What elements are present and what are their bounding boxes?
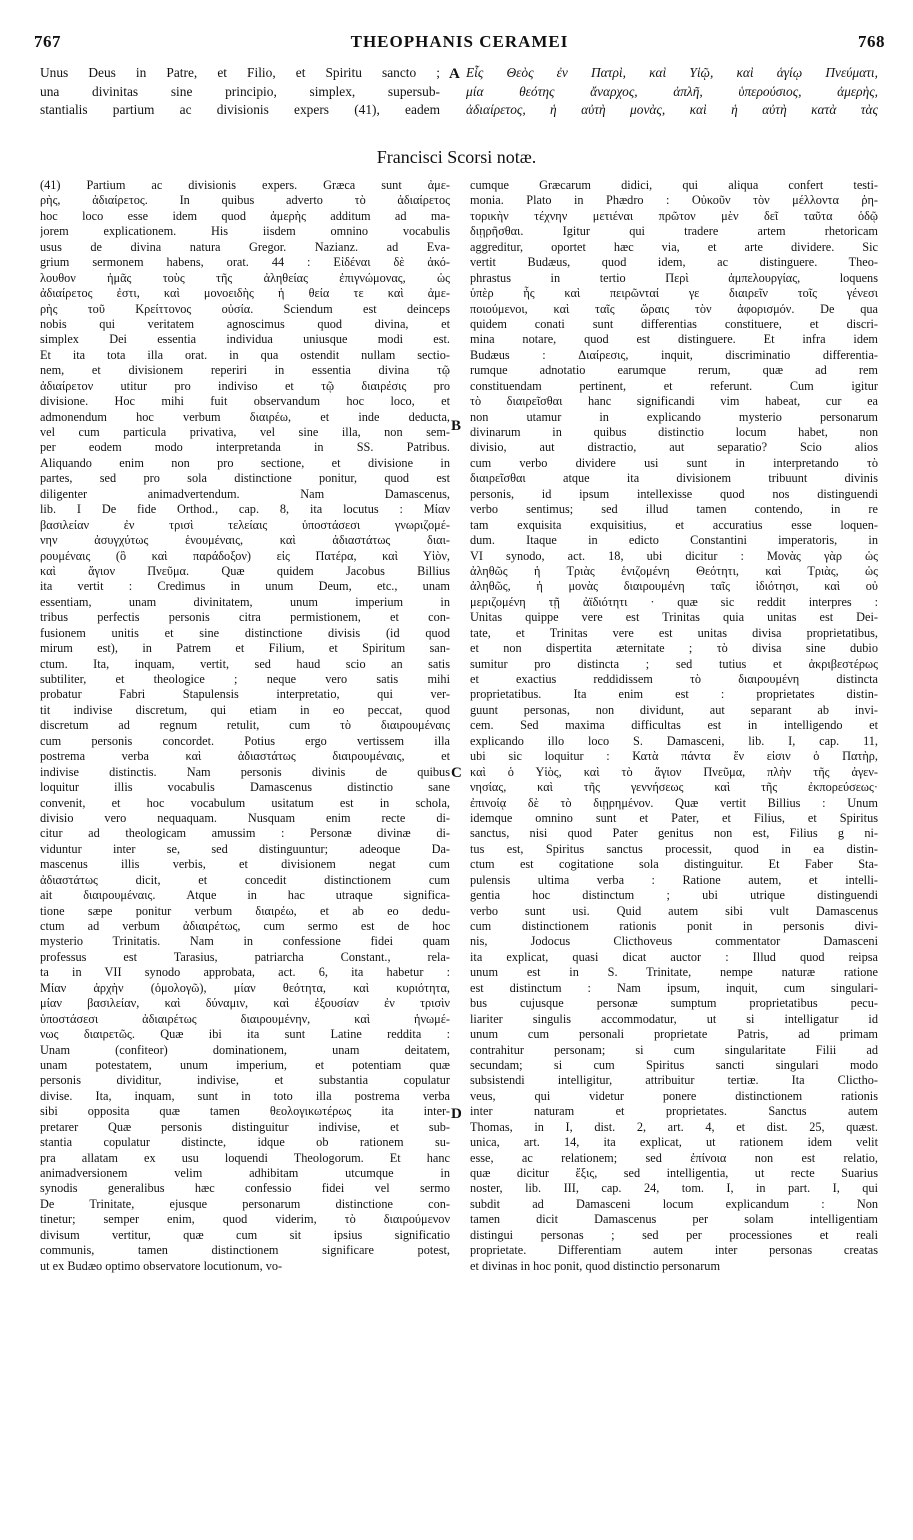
note-line: (41) Partium ac divisionis expers. Græca sunt ἀμε- [40,178,450,192]
note-line: tione sæpe ponitur verbum διαιρέω, et ab eo dedu- [40,903,450,918]
note-line: nobis qui veritatem agnoscimus quod divina, et [40,316,450,331]
note-line: λουθον ἡμᾶς τοὺς τῆς ἀληθείας ἐπιγνώμονας, ὡς [40,270,450,285]
note-line: τορικὴν τέχνην μετιέναι πρῶτον μὲν δεῖ ταῦτα ὁδῷ [470,208,878,223]
note-line: Et ita tota illa orat. in qua ostendit nullam sectio- [40,347,450,362]
note-line: subdit ad Damasceni locum explicandum : Non [470,1196,878,1211]
note-line: aggreditur, oportet hæc via, et arte dividere. Sic [470,239,878,254]
note-line: tamen dicit Damascenus per solam intelligentiam [470,1212,878,1227]
note-line: Unam (confiteor) dominationem, unam deitatem, [40,1042,450,1057]
note-line: τὸ διαιρεῖσθαι hanc significandi vim habeat, cur ea [470,394,878,409]
note-line: personis dividitur, indivise, et substantia copulatur [40,1073,450,1088]
note-line: esse, ac relationem; sed ἐπίνοια non est relatio, [470,1150,878,1165]
note-line: vertit Budæus, quod idem, ac distinguere. Theo- [470,255,878,270]
note-line: noster, lib. III, cap. 24, tom. I, in part. I, qui [470,1181,878,1196]
latin-text-line: Unus Deus in Patre, et Filio, et Spiritu sancto ; [40,65,440,80]
note-line: convenit, et hoc vocabulum usitatum est in schola, [40,795,450,810]
note-line: cum personis concordet. Potius ergo vertissem illa [40,733,450,748]
note-line: ἀδιαστάτως dicit, et concedit distinctionem cum [40,872,450,887]
note-line: idemque omnino sunt et Pater, et Filius, et Spiritus [470,810,878,825]
note-line: nis, Jodocus Clicthoveus commentator Damasceni [470,934,878,949]
note-line: usus de divina natura Gregor. Nazianz. ad Eva- [40,239,450,254]
note-line: dum. Itaque in edicto Constantini imperatoris, in [470,533,878,548]
note-line: simplex Dei essentia individua uniusque modi est. [40,332,450,347]
note-line: ὑποστάσεσι ἀδιαιρέτως διαιρουμένην, καὶ ἡνωμέ- [40,1011,450,1026]
note-line: ἐπινοίᾳ δὲ τὸ διῃρημένον. Quæ vertit Billius : Unum [470,795,878,810]
notes-heading: Francisci Scorsi notæ. [376,147,537,167]
note-line: μεριζομένη τῇ ἀϊδιότητι · quæ sic reddit interpres : [470,594,878,609]
note-line: cum verbo dividere usi sunt in interpretando τὸ [470,455,878,470]
note-line: postrema verba καὶ ἀδιαστάτως διαιρουμέναις, et [40,749,450,764]
notes-right-column [470,178,878,1274]
note-line: ποιούμενοι, καὶ ταῖς ὥραις τὸν ἀφορισμόν. De qua [470,301,878,316]
note-line: ὑπὲρ ἧς καὶ πειρῶνταί γε διαιρεῖν τοῖς γένεσι [470,286,878,301]
note-line: ctum. Ita, inquam, vertit, sed haud scio an satis [40,656,450,671]
latin-text-column [40,64,440,120]
note-line: fusionem unitis et sine distinctione divisis (id quod [40,625,450,640]
note-line: διαιρεῖσθαι atque ita divisionem tribuunt divinis [470,471,878,486]
note-line: proprietatibus. Ita enim est : proprietates distin- [470,687,878,702]
note-line: guunt personas, non dividunt, aut separant ab invi- [470,702,878,717]
greek-text-column [466,64,878,120]
note-line: sanctus, nisi quod Pater genitus non est, Filius g ni- [470,826,878,841]
note-line: mysterio Trinitatis. Nam in confessione fidei quam [40,934,450,949]
note-line: mina notare, quod est distinguere. Et infra idem [470,332,878,347]
note-line: cem. Sed maxima difficultas est in intelligendo et [470,718,878,733]
note-line: stantia copulatur distincte, idque ob rationem su- [40,1135,450,1150]
note-line: viduntur inter se, sed distinguuntur; adeoque Da- [40,841,450,856]
note-line: secundam; si cum Spiritus sancti singulari modo [470,1057,878,1072]
note-line: constituendam pertinent, et referunt. Cum igitur [470,378,878,393]
note-line: pretarer Quæ personis distinguitur indivise, et sub- [40,1119,450,1134]
running-head [34,32,885,56]
margin-mark-a: A [449,66,460,82]
note-line: sibi opposita quæ tamen θεολογικωτέρως ita inter- [40,1104,450,1119]
note-line: VI synodo, act. 18, ubi dicitur : Μονὰς γὰρ ὡς [470,548,878,563]
note-line: ρὴς, ἀδιαίρετος. In quibus adverto τὸ ἀδιαίρετος [40,193,450,208]
note-line: pra allatam ex usu loquendi Theologorum. Et hanc [40,1150,450,1165]
note-line: phrastus in tertio Περὶ ἀμπελουργίας, loquens [470,270,878,285]
note-line: καὶ ὁ Υἱὸς, καὶ τὸ ἅγιον Πνεῦμα, πλὴν τῆς ἀγεν- [470,764,878,779]
notes-left-column [40,178,450,1274]
note-line: νως διαιρετῶς. Quæ ibi ita sunt Latine reddita : [40,1027,450,1042]
note-line: quæ dicitur ἕξις, sed intelligentia, ut recte Suarius [470,1166,878,1180]
note-line: partes, sed pro sola distinctione ponitur, quod est [40,471,450,486]
note-line: mascenus illis verbis, et divisionem negat cum [40,857,450,872]
note-line: communis, tamen distinctionem significare potest, [40,1243,450,1258]
note-line: gentia hoc distinctum ; ubi utrique distinguendi [470,888,878,903]
note-line: νησίας, καὶ τῆς γεννήσεως καὶ τῆς ἐκπορεύσεως· [470,780,878,795]
note-line: tit indivise discretum, qui etiam in eo peccat, quod [40,702,450,717]
note-line: subsistendi intelligitur, attribuitur tertiæ. Ita Clictho- [470,1073,878,1088]
note-line: ait διαιρουμέναις. Atque in hac utraque significa- [40,888,450,903]
note-line: ctum est cogitatione sola distinguitur. Et Faber Sta- [470,857,878,872]
note-line: Unitas quippe vere est Trinitas quia unitas est Dei- [470,610,878,625]
note-line: verbo sunt usi. Quid autem sibi vult Damascenus [470,903,878,918]
note-line: admonendum hoc verbum διαιρέω, et inde deducta, [40,409,450,424]
note-line: grium sermonem habens, orat. 44 : Εἰδέναι δὲ ἀκό- [40,255,450,270]
note-line: subtiliter, et theologice ; neque vero satis mihi [40,672,450,686]
note-line: et exactius reddidissem τὸ διαιρουμένη distincta [470,672,878,686]
note-line: ita vertit : Credimus in unum Deum, etc., unam [40,579,450,594]
note-line: unum cum personali proprietate Patris, ad primam [470,1027,878,1042]
note-line: lib. I De fide Orthod., cap. 8, ita locutus : Μίαν [40,502,450,517]
note-line: et divinas in hoc ponit, quod distinctio personarum [470,1258,721,1273]
note-line: ἀδιαίρετος ἐστι, καὶ μονοειδὴς ἡ θεία τε καὶ ἀμε- [40,286,450,301]
note-line: divisio vero nequaquam. Nusquam enim recte di- [40,810,450,825]
page-number-right: 768 [858,32,885,51]
note-line: proprietate. Differentiam autem inter personas creatas [470,1243,878,1258]
note-line: indivise distinctis. Nam personis divinis de quibus [40,764,450,779]
note-line: contrahitur personam; si cum singularitate Filii ad [470,1042,878,1057]
note-line: ἀληθῶς ἡ Τριὰς ἑνιζομένη Θεότητι, καὶ Τριὰς, ὡς [470,563,878,578]
margin-mark-d: D [451,1106,462,1122]
note-line: pulensis ultima verba : Ratione autem, et intelli- [470,872,878,887]
greek-text-line: ἀδιαίρετος, ἡ αὐτὴ μονὰς, καὶ ἡ αὐτὴ κατὰ τὰς [466,102,878,118]
note-line: ita explicat, quasi dicat auctor : Illud quod reipsa [470,949,878,964]
note-line: ut ex Budæo optimo observatore locutionum, vo- [40,1258,283,1273]
note-line: tribus perfectis personis citra permistionem, et con- [40,610,450,625]
note-line: non utamur in explicando mysterio personarum [470,409,878,424]
note-line: sumitur pro distincta ; sed tutius et ἀκριβεστέρως [470,656,878,671]
note-line: citur ad theologicam amussim : Personæ divinæ di- [40,826,450,841]
note-line: per eodem modo interpretanda in SS. Patribus. [40,440,450,455]
note-line: animadversionem velim adhibitam utcumque in [40,1166,450,1180]
note-line: tate, et Trinitas vere est unitas divisa proprietatibus, [470,625,878,640]
running-title: THEOPHANIS CERAMEI [350,32,569,51]
note-line: tus est, Spiritus sanctus processit, quod in ea distin- [470,841,878,856]
note-line: explicando illo loco S. Damasceni, lib. I, cap. 11, [470,733,878,748]
note-line: Μίαν ἀρχὴν (ὁμολογῶ), μίαν θεότητα, καὶ κυριότητα, [40,980,450,995]
note-line: ἀληθῶς, ἡ μονὰς διαιρουμένη ταῖς ἰδιότησι, καὶ οὐ [470,579,878,594]
note-line: ρουμέναις (ὃ καὶ παράδοξον) εἰς Πατέρα, καὶ Υἱὸν, [40,548,450,563]
note-line: veus, qui videtur ponere distinctionem rationis [470,1088,878,1103]
note-line: liariter singulis accommodatur, ut si intelligatur id [470,1011,878,1026]
note-line: bus cujusque personæ sumptum proprietatibus pecu- [470,996,878,1011]
note-line: hoc loco esse idem quod ἀμερὴς additum ad ma- [40,208,450,223]
note-line: rumque adnotatio earumque rerum, quæ ad rem [470,363,878,378]
note-line: μίαν βασιλείαν, καὶ δύναμιν, καὶ ἐξουσίαν ἐν τρισὶν [40,996,450,1011]
note-line: divisione. Hoc mihi fuit observandum hoc loco, et [40,394,450,409]
note-line: unica, art. 14, ita explicat, ut rationem idem velit [470,1135,878,1150]
note-line: diligenter animadvertendum. Nam Damascenus, [40,486,450,501]
margin-mark-c: C [451,765,462,781]
note-line: inter naturam et proprietates. Sanctus autem [470,1104,878,1119]
note-line: divisum vertitur, quæ cum sit ipsius significatio [40,1227,450,1242]
note-line: καὶ ἅγιον Πνεῦμα. Quæ quidem Jacobus Billius [40,563,450,578]
margin-mark-b: B [451,418,462,434]
greek-text-line: μία θεότης ἄναρχος, ἁπλῆ, ὑπερούσιος, ἀμερὴς, [466,83,878,99]
note-line: distingui personas ; sed per processiones et reali [470,1227,878,1242]
note-line: personis, id ipsum intellexisse quod nos distinguendi [470,486,878,501]
note-line: ἀδιαίρετον utitur pro indiviso et τῷ διαιρέσις pro [40,378,450,393]
note-line: synodis generalibus hæc confessio fidei vel sermo [40,1181,450,1196]
note-line: jorem explicationem. His iisdem omnino vocabulis [40,224,450,239]
note-line: discretum ad regnum retulit, cum τὸ διαιρουμέναις [40,718,450,733]
note-line: Thomas, in I, dist. 2, art. 4, et dist. 25, quæst. [470,1119,878,1134]
note-line: tinetur; semper enim, quod viderim, τὸ διαιρούμενον [40,1212,450,1227]
latin-text-line: stantialis partium ac divisionis expers (41), eadem [40,102,440,118]
note-line: unam potestatem, unum imperium, et potentiam quæ [40,1057,450,1072]
greek-text-line: Εἷς Θεὸς ἐν Πατρὶ, καὶ Υἱῷ, καὶ ἁγίῳ Πνεύματι, [466,65,878,80]
note-line: loquitur illis vocabulis Damascenus distinctio sane [40,780,450,795]
note-line: professus est Tarasius, patriarcha Constant., rela- [40,949,450,964]
note-line: est distinctum : Nam ipsum, inquit, cum singulari- [470,980,878,995]
note-line: tam exquisita exquisitius, et accuratius esse loquen- [470,517,878,532]
note-line: divise. Ita, inquam, sunt in toto illa postrema verba [40,1088,450,1103]
note-line: quidem conati sunt differentias constituere, et discri- [470,316,878,331]
note-line: verbo sentimus; sed illud tamen contendo, in re [470,502,878,517]
note-line: divisio, aut distractio, aut separatio? Scio alios [470,440,878,455]
note-line: essentiam, unam divinitatem, unum imperium in [40,594,450,609]
note-line: cumque Græcarum didici, qui aliqua confert testi- [470,178,878,192]
note-line: Aliquando enim non pro sectione, et divisione in [40,455,450,470]
note-line: De Trinitate, ejusque personarum distinctione con- [40,1196,450,1211]
note-line: probatur Fabri Stapulensis interpretatio, qui ver- [40,687,450,702]
note-line: νην ἀσυγχύτως ἑνουμέναις, καὶ ἀδιαστάτως διαι- [40,533,450,548]
note-line: βασιλείαν ἐν τρισὶ τελείαις ὑποστάσεσι γνωριζομέ- [40,517,450,532]
note-line: monia. Plato in Phædro : Οὐκοῦν τὸν μέλλοντα ῥη- [470,193,878,208]
note-line: nem, et divisionem reperiri in essentia divina τῷ [40,363,450,378]
note-line: unum est in S. Trinitate, nempe naturæ ratione [470,965,878,980]
note-line: διῃρῆσθαι. Igitur qui tradere artem rhetoricam [470,224,878,239]
note-line: ubi sic loquitur : Κατὰ πάντα ἕν εἰσιν ὁ Πατὴρ, [470,749,878,764]
note-line: ctum ad verbum ἀδιαιρέτως, cum sermo est de hoc [40,919,450,933]
note-line: ρὴς τοῦ Κρείττονος οὐσία. Sciendum est deinceps [40,301,450,316]
note-line: divinarum in quibus distinctio locum habet, non [470,425,878,439]
note-line: cum distinctionem rationis ponit in personis divi- [470,919,878,933]
note-line: mirum est), in Patrem et Filium, et Spiritum san- [40,641,450,656]
note-line: ta in VII synodo approbata, act. 6, ita habetur : [40,965,450,980]
note-line: vel cum particula privativa, vel sine illa, non sem- [40,425,450,439]
page-number-left: 767 [34,32,61,51]
note-line: Budæus : Διαίρεσις, inquit, discriminatio differentia- [470,347,878,362]
latin-text-line: una divinitas sine principio, simplex, supersub- [40,83,440,99]
note-line: et non dispertita æternitate ; τὸ divisa sine dubio [470,641,878,656]
